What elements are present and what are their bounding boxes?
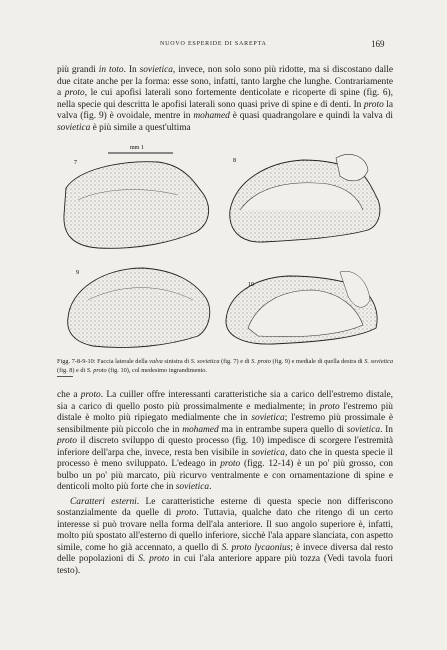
italic-run: sovietica <box>175 482 210 492</box>
italic-run: S. proto lycaonius <box>221 542 291 553</box>
text-run: la valva (fig. 9) è ovoidale, mentre in <box>57 99 393 121</box>
text-run: l'estremo più distale è molto più ripiegato medialmente che in <box>57 401 393 423</box>
italic-run: proto <box>363 99 384 110</box>
italic-run: sovietica <box>251 447 285 458</box>
italic-run: S. sovietica <box>364 358 393 365</box>
text-run: il discreto sviluppo di questo processo (fig. 10) impedisce di scorgere l'estremità inferiore dell'arpa che, invece, resta ben visibile in <box>57 436 393 458</box>
scale-bar <box>108 145 173 153</box>
italic-run: proto <box>80 390 101 400</box>
bottom-paragraph-block <box>57 390 393 577</box>
italic-run: mohamed <box>182 424 219 435</box>
text-run: , dato che in questa specie il processo è meno sviluppato. L'edeago in <box>57 447 393 469</box>
text-run: ; è invece diversa dal resto delle popolazioni di <box>57 542 393 564</box>
figure-10-drawing <box>226 271 377 344</box>
italic-run: sovietica <box>57 122 91 133</box>
text-run: è quasi quadrangolare e quindi la valva di <box>229 111 393 121</box>
caption-rule <box>57 376 73 377</box>
text-run: Figg. 7-8-9-10: Faccia laterale della <box>57 358 150 365</box>
italic-run: proto <box>220 459 241 469</box>
italic-run: S. sovietica <box>190 358 220 365</box>
text-run: (fig. 10), col medesimo ingrandimento. <box>106 366 208 374</box>
text-run: ma in entrambe supera quello di <box>218 424 347 435</box>
figure-9-drawing <box>68 268 210 348</box>
paragraph <box>57 390 393 494</box>
text-run: che a <box>57 390 81 400</box>
text-run: è più simile a quest'ultima <box>90 122 191 133</box>
paragraph <box>57 497 393 578</box>
figure-panel <box>58 140 394 356</box>
italic-run: sovietica <box>346 424 381 435</box>
italic-run: mohamed <box>193 111 230 121</box>
text-run: , invece, non solo sono più ridotte, ma si discostano dalle due citate anche per la forma: esse sono, infatti, tanto larghe che lunghe. Contrariamente a <box>57 65 393 98</box>
italic-run: Caratteri esterni <box>70 496 137 507</box>
italic-run: proto <box>57 436 77 446</box>
figure-8-label: 8 <box>233 158 236 164</box>
text-run: (figg. 12-14) è un po' più grosso, con bulbo un po' più marcato, più ricurvo ventralmente e con ornamentazione di spine e denticoli molto più forte che in <box>57 459 393 492</box>
italic-run: sovietica <box>139 65 173 75</box>
text-run: . Tuttavia, qualche dato che ritengo di un certo interesse si può trovare nella forma dell'ala anteriore. Il suo angolo superiore è, infatti, molto più spostato all'esterno di quello inferiore, sicchè l'ala appare slanciata, con aspetto simile, come ho già accennato, a quello di <box>57 508 393 553</box>
italic-run: proto <box>64 88 85 98</box>
italic-run: S. proto <box>138 554 170 564</box>
text-run: più grandi <box>57 65 99 75</box>
text-run: (fig. 7) e di <box>219 358 252 365</box>
italic-run: proto <box>319 401 340 412</box>
text-run: in cui l'ala anteriore appare più tozza (Vedi tavola fuori testo). <box>57 554 393 576</box>
italic-run: sovietica <box>251 413 285 423</box>
text-run: . In <box>380 424 393 435</box>
text-run: ; l'estremo più prossimale è sensibilmente più piccolo che in <box>57 413 394 435</box>
page-number: 169 <box>371 39 385 49</box>
italic-run: proto <box>176 508 197 518</box>
text-run: , le cui apofisi laterali sono fortemente denticolate e ricoperte di spine (fig. 6), nella specie qui descritta le apofisi laterali sono quasi prive di spine e di denti. In <box>57 88 393 110</box>
text-run: . Le caratteristiche esterne di questa specie non differiscono sostanzialmente da quelle di <box>57 496 393 518</box>
paragraph <box>57 65 393 134</box>
top-paragraph-block <box>57 65 393 134</box>
figure-9-label: 9 <box>76 270 79 276</box>
scale-label: mm 1 <box>130 145 144 151</box>
text-run: . <box>209 482 212 492</box>
figure-10-label: 10 <box>248 282 254 288</box>
italic-run: S. proto <box>86 366 107 374</box>
figure-caption <box>57 358 393 375</box>
figure-7-label: 7 <box>74 160 77 166</box>
running-head: NUOVO ESPERIDE DI SAREPTA <box>160 41 267 47</box>
figure-8-drawing <box>230 154 380 242</box>
text-run: (fig. 9) e mediale di quella destra di <box>270 358 365 365</box>
text-run: . La cuiller offre interessanti caratteristiche sia a carico dell'estremo distale, sia a carico di quello posto più prossimalmente e medialmente; in <box>57 390 393 412</box>
text-run: . In <box>123 65 140 75</box>
italic-run: valva <box>149 358 163 365</box>
valva-drawings <box>58 140 394 356</box>
italic-run: in toto <box>98 65 124 75</box>
text-run: sinistra di <box>162 358 191 365</box>
italic-run: S. proto <box>251 358 271 365</box>
figure-7-drawing <box>64 160 209 248</box>
text-run: (fig. 8) e di <box>57 366 87 374</box>
